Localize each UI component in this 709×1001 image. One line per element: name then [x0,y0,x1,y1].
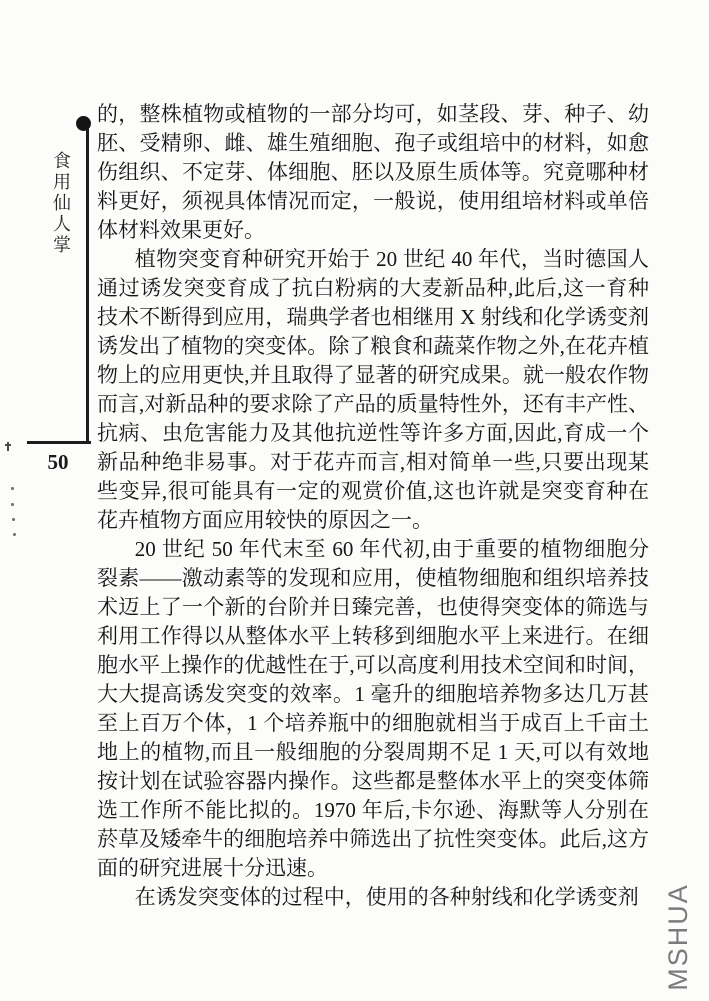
book-side-title: 食用仙人掌 [51,151,71,256]
paragraph-mutagens-intro: 在诱发突变体的过程中，使用的各种射线和化学诱变剂 [134,885,639,909]
paragraph-mutation-breeding-history: 植物突变育种研究开始于 20 世纪 40 年代，当时德国人通过诱发突变育成了抗白粉病的大麦新品种,此后,这一育种技术不断得到应用，瑞典学者也相继用 X 射线和化学诱变剂诱发出了植物的突变体。除了粮食和蔬菜作物之外,在花卉植物上的应用更快,并且取得了显著的研究成果。就一般农作物而言,对新品种的要求除了产品的质量特性外，还有丰产性、抗病、虫危害能力及其他抗逆性等许多方面,因此,育成一个新品种绝非易事。对于花卉而言,相对简单一些,只要出现某些变异,很可能具有一定的观赏价值,这也许就是突变育种在花卉植物方面应用较快的原因之一。 [97,247,649,532]
page-number: 50 [47,450,69,474]
scan-speck [11,503,14,506]
scan-speck [11,487,14,490]
scan-speck [12,518,15,521]
page-body-text [97,100,649,912]
paragraph-continuation: 的，整株植物或植物的一部分均可，如茎段、芽、种子、幼胚、受精卵、雌、雄生殖细胞、孢子或组培中的材料，如愈伤组织、不定芽、体细胞、胚以及原生质体等。究竟哪种材料更好，须视具体情况而定，一般说，使用组培材料或单倍体材料效果更好。 [97,102,649,242]
scan-speck-mark [5,442,11,451]
scan-speck [13,533,16,536]
chapter-bullet-icon [76,116,91,131]
margin-horizontal-rule [27,441,91,444]
margin-vertical-rule [86,129,89,442]
paragraph-cell-culture-advances: 20 世纪 50 年代末至 60 年代初,由于重要的植物细胞分裂素——激动素等的发现和应用，使植物细胞和组织培养技术迈上了一个新的台阶并日臻完善，也使得突变体的筛选与利用工作得以从整体水平上转移到细胞水平上来进行。在细胞水平上操作的优越性在于,可以高度利用技术空间和时间，大大提高诱发突变的效率。1 毫升的细胞培养物多达几万甚至上百万个体，1 个培养瓶中的细胞就相当于成百上千亩土地上的植物,而且一般细胞的分裂周期不足 1 天,可以有效地按计划在试验容器内操作。这些都是整体水平上的突变体筛选工作所不能比拟的。1970 年后,卡尔逊、海默等人分别在菸草及矮牵牛的细胞培养中筛选出了抗性突变体。此后,这方面的研究进展十分迅速。 [97,537,649,880]
watermark-text: MSHUA [663,883,693,991]
